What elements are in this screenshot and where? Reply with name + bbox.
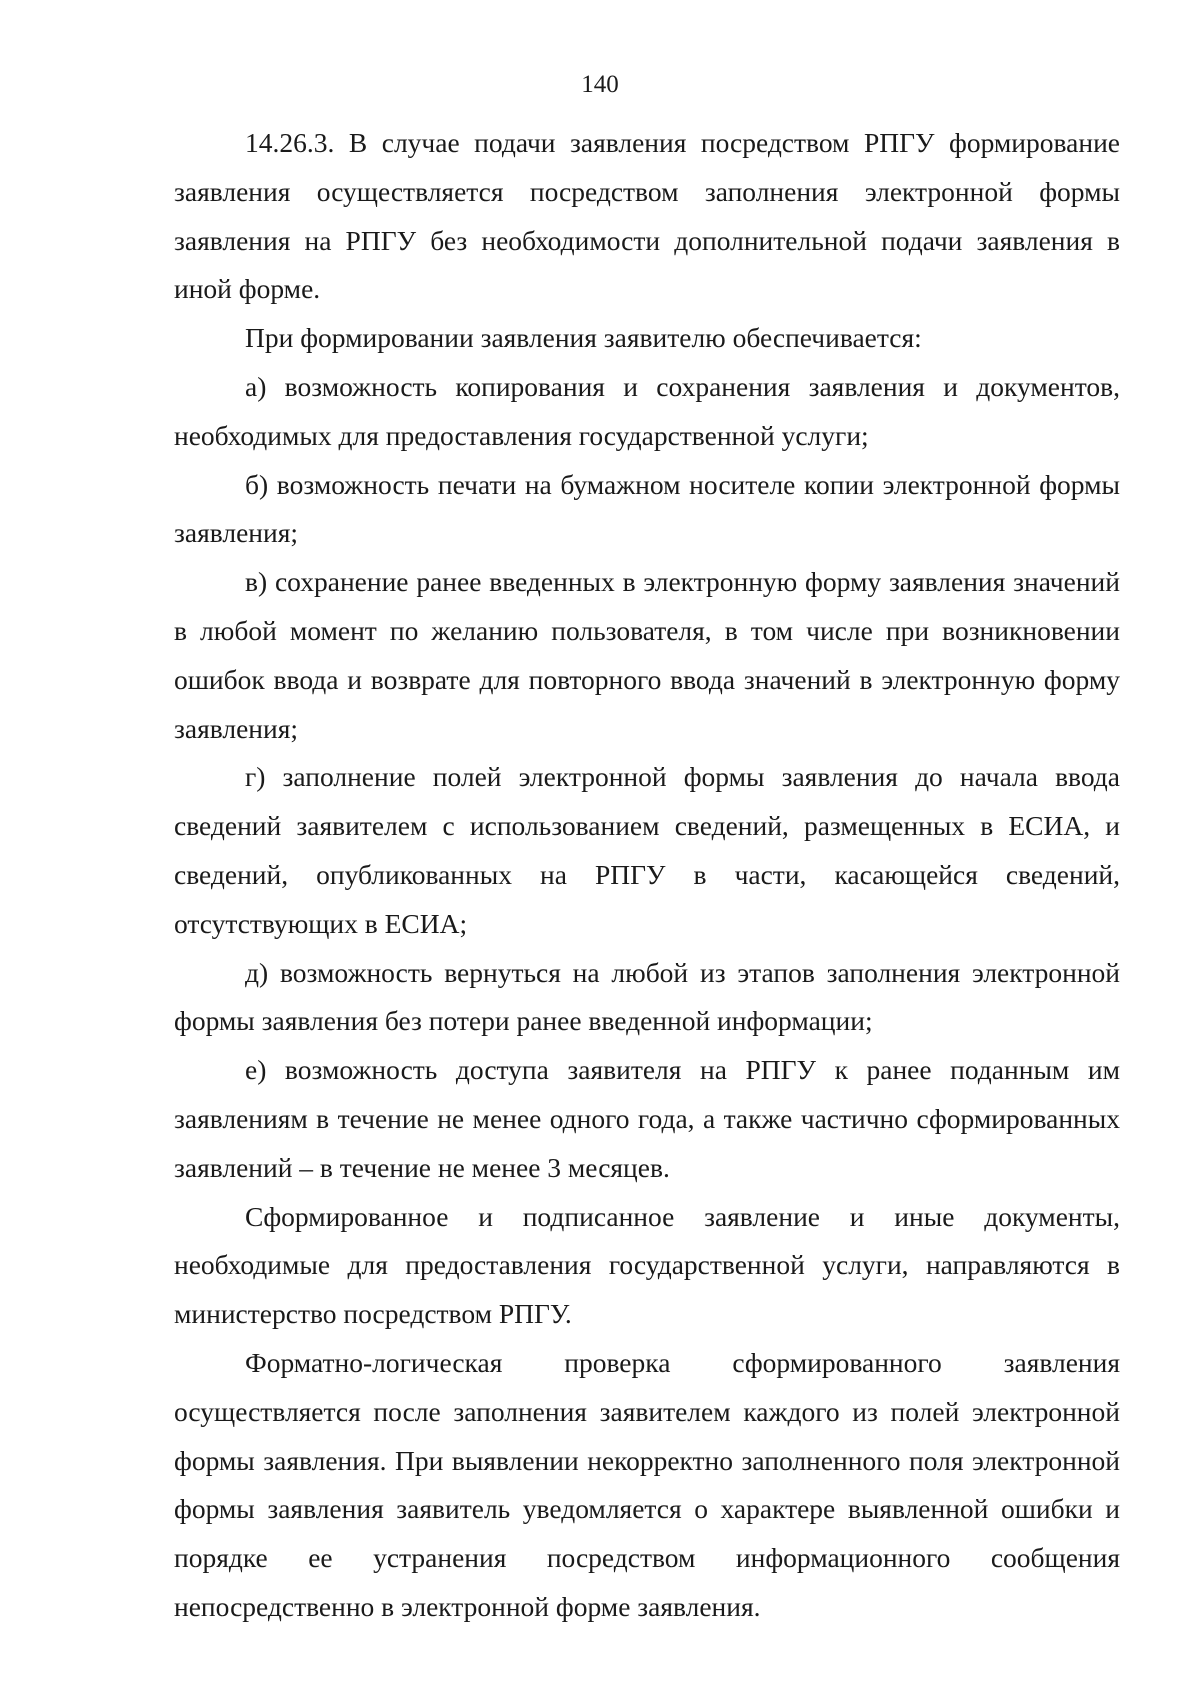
paragraph-intro-list: При формировании заявления заявителю обеспечивается: [245, 322, 922, 354]
list-item-g: г) заполнение полей электронной формы заявления до начала ввода сведений заявителем с использованием сведений, размещенных в ЕСИА, и сведений, опубликованных на РПГУ в части, касающейся сведений, отсутствующих в ЕСИА; [174, 761, 1120, 939]
list-item-b: б) возможность печати на бумажном носителе копии электронной формы заявления; [174, 468, 1120, 549]
list-item-v: в) сохранение ранее введенных в электронную форму заявления значений в любой момент по желанию пользователя, в том числе при возникновении ошибок ввода и возврате для повторного ввода значений в электронную форму заявления; [174, 566, 1120, 744]
list-item-a: а) возможность копирования и сохранения заявления и документов, необходимых для предоставления государственной услуги; [174, 370, 1120, 451]
document-body [174, 119, 1120, 1632]
paragraph-14-26-3: 14.26.3. В случае подачи заявления посредством РПГУ формирование заявления осуществляется посредством заполнения электронной формы заявления на РПГУ без необходимости дополнительной подачи заявления в иной форме. [174, 127, 1120, 305]
list-item-e: е) возможность доступа заявителя на РПГУ к ранее поданным им заявлениям в течение не менее одного года, а также частично сформированных заявлений – в течение не менее 3 месяцев. [174, 1054, 1120, 1183]
page-number: 140 [581, 71, 619, 98]
paragraph-validation: Форматно-логическая проверка сформированного заявления осуществляется после заполнения заявителем каждого из полей электронной формы заявления. При выявлении некорректно заполненного поля электронной формы заявления заявитель уведомляется о характере выявленной ошибки и порядке ее устранения посредством информационного сообщения непосредственно в электронной форме заявления. [174, 1346, 1120, 1622]
paragraph-submission: Сформированное и подписанное заявление и иные документы, необходимые для предоставления государственной услуги, направляются в министерство посредством РПГУ. [174, 1200, 1120, 1330]
list-item-d: д) возможность вернуться на любой из этапов заполнения электронной формы заявления без потери ранее введенной информации; [174, 956, 1120, 1037]
